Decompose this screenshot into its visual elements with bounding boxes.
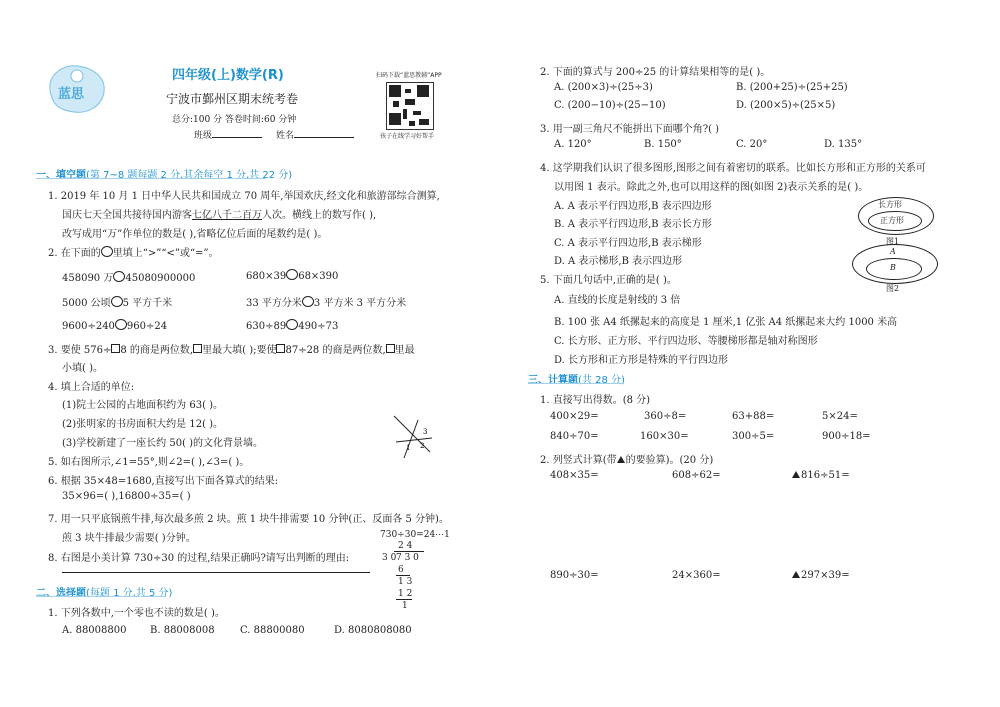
exam-subtitle: 宁波市鄞州区期末统考卷 (166, 92, 299, 106)
fig1-inner-label: 正方形 (880, 216, 904, 225)
s2-q1-opt-b[interactable]: B. 88008008 (150, 625, 215, 636)
compare-blank[interactable] (286, 319, 298, 330)
division-line1: 6 (398, 565, 404, 575)
angle-label-2: 2 (420, 442, 425, 450)
q1-line1: 1. 2019 年 10 月 1 日中华人民共和国成立 70 周年,举国欢庆,经文化和旅游部综合测算, (48, 191, 440, 202)
q4-sub3: (3)学校新建了一座长约 50( )的文化背景墙。 (62, 438, 264, 449)
s2-q2: 2. 下面的算式与 200÷25 的计算结果相等的是( )。 (540, 67, 771, 78)
angle-label-3: 3 (423, 428, 428, 436)
section-1-rule (36, 178, 266, 179)
section-2-rule (36, 596, 166, 597)
s2-q3-opt-c[interactable]: C. 20° (736, 139, 768, 150)
vertical-calc-item: 816÷51= (792, 470, 850, 481)
section-3-rule (528, 383, 624, 384)
s2-q5: 5. 下面几句话中,正确的是( )。 (540, 275, 677, 286)
s2-q3-opt-a[interactable]: A. 120° (554, 139, 592, 150)
division-dividend: 7 3 0 (396, 553, 419, 563)
score-time: 总分:100 分 答卷时间:60 分钟 (172, 115, 297, 125)
compare-blank[interactable] (302, 296, 314, 307)
calc-item: 63+88= (732, 411, 775, 422)
division-bar (394, 551, 424, 552)
division-line3: 1 2 (398, 589, 413, 599)
fig1-outer-label: 长方形 (878, 200, 902, 209)
q6-line: 6. 根据 35×48=1680,直接写出下面各算式的结果: (48, 476, 279, 487)
q8-line: 8. 右图是小美计算 730÷30 的过程,结果正确吗?请写出判断的理由: (48, 553, 350, 564)
s3-q2: 2. 列竖式计算(带 的要验算)。(20 分) (540, 455, 714, 466)
triangle-mark-icon (617, 456, 625, 463)
vertical-calc-item: 890÷30= (550, 570, 599, 581)
fig1-caption: 图1 (886, 237, 900, 246)
s3-q1: 1. 直接写出得数。(8 分) (540, 395, 651, 406)
q4-sub2: (2)张明家的书房面积大约是 12( )。 (62, 419, 224, 430)
calc-item: 900÷18= (822, 431, 871, 442)
oval-blank-icon (101, 246, 113, 257)
division-line2: 1 3 (398, 577, 413, 587)
qr-caption-top: 扫码下载“蓝思教辅”APP (376, 72, 442, 79)
s2-q4-opt-b[interactable]: B. A 表示平行四边形,B 表示长方形 (554, 219, 712, 230)
square-blank (386, 344, 395, 353)
s2-q2-opt-d[interactable]: D. (200×5)÷(25×5) (736, 100, 836, 111)
svg-text:蓝思: 蓝思 (58, 87, 85, 102)
calc-item: 360÷8= (644, 411, 687, 422)
q7-line2: 煎 3 块牛排最少需要( )分钟。 (62, 533, 196, 544)
q4-line: 4. 填上合适的单位: (48, 382, 135, 393)
compare-blank[interactable] (111, 296, 123, 307)
q2-r3-left: 9600÷240 960÷24 (62, 321, 168, 332)
s2-q1-opt-d[interactable]: D. 8080808080 (334, 625, 412, 636)
q2-line: 2. 在下面的 里填上“>”“<”或“=”。 (48, 248, 219, 259)
vertical-calc-item: 608÷62= (672, 470, 721, 481)
s2-q3: 3. 用一副三角尺不能拼出下面哪个角?( ) (540, 124, 720, 135)
s2-q3-opt-d[interactable]: D. 135° (824, 139, 863, 150)
angle-label-1: 1 (406, 444, 411, 452)
q1-line2: 国庆七天全国共接待国内游客七亿八千二百万人次。横线上的数写作( ), (62, 210, 377, 221)
publisher-logo (44, 60, 110, 118)
calc-item: 160×30= (640, 431, 689, 442)
s2-q4-opt-a[interactable]: A. A 表示平行四边形,B 表示四边形 (554, 201, 712, 212)
section-1-heading: 一、填空题(第 7~8 题每题 2 分,其余每空 1 分,共 22 分) (36, 170, 293, 181)
section-2-heading: 二、选择题(每题 1 分,共 5 分) (36, 588, 173, 599)
triangle-mark-icon (792, 571, 800, 578)
qr-caption-bottom: 孩子在线学习好帮手 (380, 133, 435, 140)
division-line4: 1 (402, 601, 408, 611)
division-quotient: 2 4 (398, 541, 413, 551)
q1-line3: 改写成用“万”作单位的数是( ),省略亿位后面的尾数约是( )。 (62, 229, 328, 240)
vertical-calc-item: 297×39= (792, 570, 850, 581)
s2-q4-opt-d[interactable]: D. A 表示梯形,B 表示四边形 (554, 256, 683, 267)
s2-q5-opt-b[interactable]: B. 100 张 A4 纸摞起来的高度是 1 厘米,1 亿张 A4 纸摞起来大约 1000 米高 (554, 317, 898, 328)
vertical-calc-item: 24×360= (672, 570, 721, 581)
fig2-a-label: A (890, 247, 896, 256)
q2-r3-right: 630÷89 490÷73 (246, 321, 339, 332)
compare-blank[interactable] (113, 271, 125, 282)
division-title: 730÷30=24⋯1 (380, 530, 450, 540)
s2-q1: 1. 下列各数中,一个零也不读的数是( )。 (48, 608, 225, 619)
division-divisor: 3 0 (382, 553, 397, 563)
s2-q2-opt-c[interactable]: C. (200−10)÷(25−10) (554, 100, 666, 111)
q3-line2: 小填( )。 (62, 363, 103, 374)
q2-r1-left: 458090 万 45080900000 (62, 273, 196, 284)
vertical-calc-item: 408×35= (550, 470, 599, 481)
q2-r1-right: 680×39 68×390 (246, 271, 339, 282)
s2-q4-line2: 以用图 1 表示。除此之外,也可以用这样的图(如图 2)表示关系的是( )。 (554, 182, 869, 193)
q5-line: 5. 如右图所示,∠1=55°,则∠2=( ),∠3=( )。 (48, 457, 250, 468)
s2-q2-opt-b[interactable]: B. (200+25)÷(25+25) (736, 82, 848, 93)
class-field: 班级 (194, 128, 262, 141)
calc-item: 840÷70= (550, 431, 599, 442)
q2-r2-right: 33 平方分米 3 平方米 3 平方分米 (246, 298, 407, 309)
s2-q4-line1: 4. 这学期我们认识了很多图形,图形之间有着密切的联系。比如长方形和正方形的关系可 (540, 163, 926, 174)
name-field: 姓名 (276, 128, 354, 141)
qr-code (386, 82, 434, 130)
s2-q5-opt-d[interactable]: D. 长方形和正方形是特殊的平行四边形 (554, 355, 729, 366)
q8-answer-line[interactable] (62, 572, 370, 573)
compare-blank[interactable] (286, 269, 298, 280)
compare-blank[interactable] (115, 319, 127, 330)
calc-item: 400×29= (550, 411, 599, 422)
calc-item: 300÷5= (732, 431, 775, 442)
q4-sub1: (1)院士公园的占地面积约为 63( )。 (62, 400, 224, 411)
s2-q4-opt-c[interactable]: C. A 表示平行四边形,B 表示梯形 (554, 238, 702, 249)
s2-q1-opt-a[interactable]: A. 88008800 (62, 625, 127, 636)
square-blank (193, 344, 202, 353)
s2-q1-opt-c[interactable]: C. 88800080 (240, 625, 305, 636)
q6-sub: 35×96=( ),16800÷35=( ) (62, 491, 191, 502)
s2-q2-opt-a[interactable]: A. (200×3)÷(25÷3) (554, 82, 653, 93)
q3-line1: 3. 要使 576÷ 8 的商是两位数, 里最大填( );要使 87÷28 的商是两位数, 里最 (48, 345, 415, 356)
section-3-heading: 三、计算题(共 28 分) (528, 375, 625, 386)
fig2-caption: 图2 (886, 284, 900, 293)
q2-r2-left: 5000 公顷 5 平方千米 (62, 298, 173, 309)
q7-line1: 7. 用一只平底锅煎牛排,每次最多煎 2 块。煎 1 块牛排需要 10 分钟(正、反面各 5 分钟)。 (48, 514, 449, 525)
s2-q5-opt-a[interactable]: A. 直线的长度是射线的 3 倍 (554, 295, 681, 306)
s2-q5-opt-c[interactable]: C. 长方形、正方形、平行四边形、等腰梯形都是轴对称图形 (554, 336, 818, 347)
angle-figure (392, 412, 434, 460)
s2-q3-opt-b[interactable]: B. 150° (644, 139, 682, 150)
fig2-b-label: B (890, 263, 896, 272)
triangle-mark-icon (792, 471, 800, 478)
calc-item: 5×24= (822, 411, 858, 422)
exam-title: 四年级(上)数学(R) (172, 68, 284, 83)
